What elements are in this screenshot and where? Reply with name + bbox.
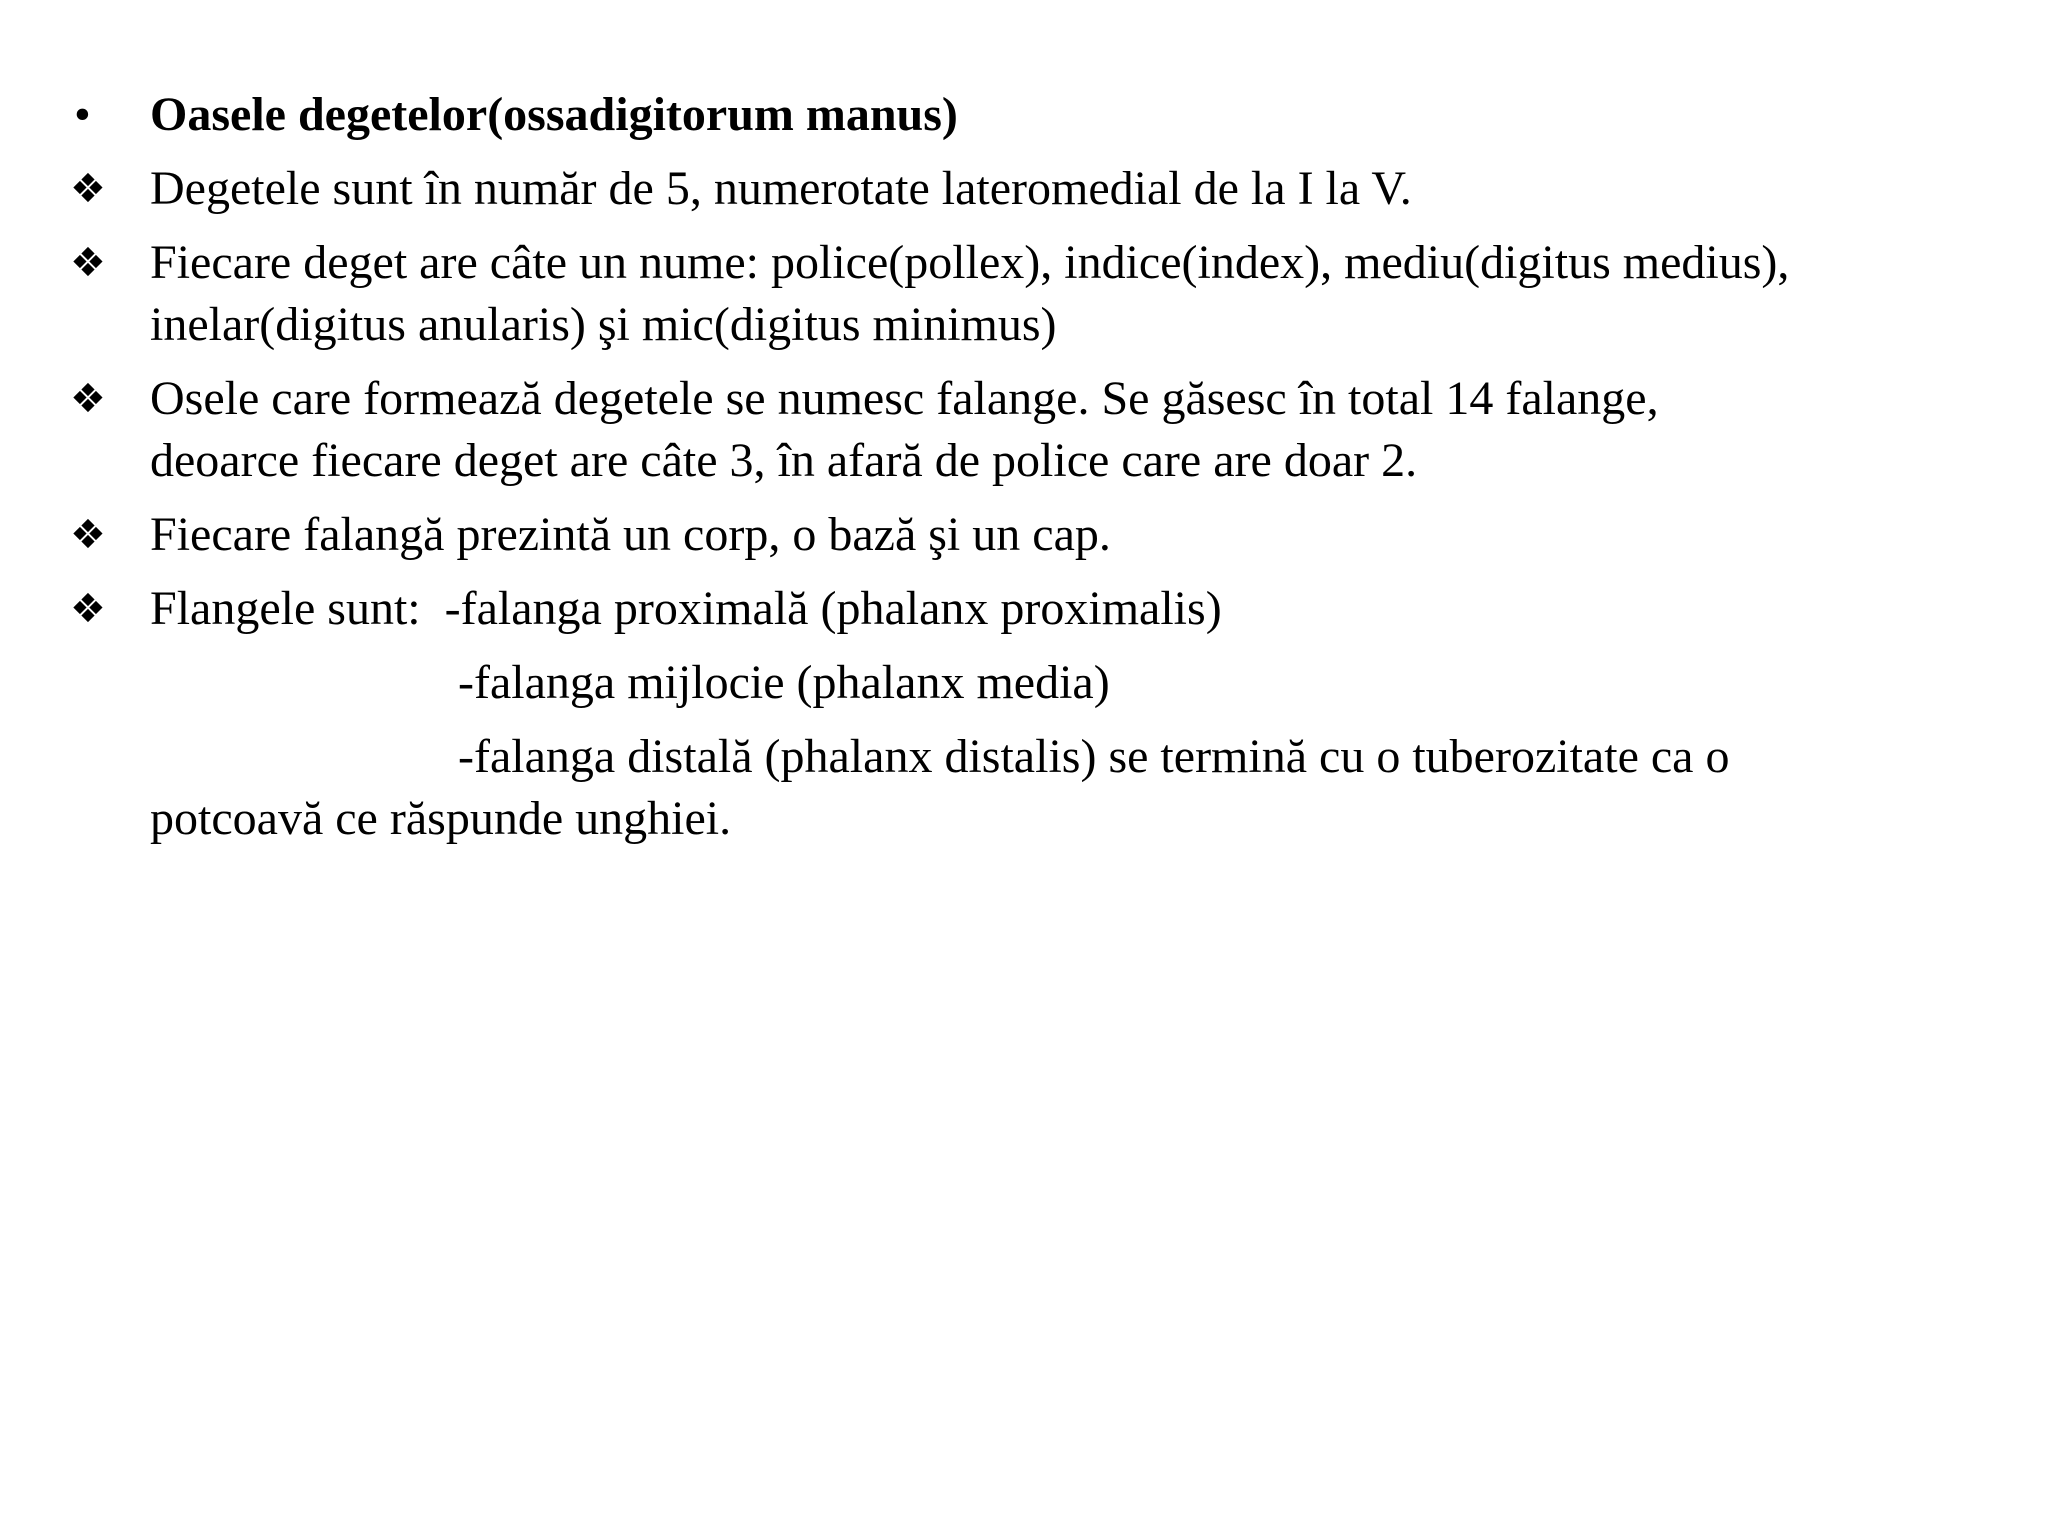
bullet-dot-icon: • — [74, 88, 91, 141]
diamond-bullet-icon: ❖ — [70, 166, 106, 212]
diamond-bullet-icon: ❖ — [70, 240, 106, 286]
bullet-item-text: Flangele sunt: -falanga proximală (phalanx proximalis) — [150, 582, 1222, 635]
heading-row — [0, 84, 2048, 146]
diamond-bullet-icon: ❖ — [70, 512, 106, 558]
bullet-item-4 — [0, 504, 2048, 566]
sub-line-text: -falanga distală (phalanx distalis) se termină cu o tuberozitate ca o — [458, 730, 1730, 783]
diamond-bullet-icon: ❖ — [70, 376, 106, 422]
slide-heading: Oasele degetelor(ossadigitorum manus) — [150, 88, 958, 141]
diamond-bullet-icon: ❖ — [70, 586, 106, 632]
bullet-item-text: Fiecare falangă prezintă un corp, o bază şi un cap. — [150, 508, 1111, 561]
sub-line-2 — [0, 726, 2048, 788]
continuation-line — [0, 788, 2048, 850]
continuation-text: potcoavă ce răspunde unghiei. — [150, 792, 732, 845]
bullet-item-text: Osele care formează degetele se numesc falange. Se găsesc în total 14 falange, — [150, 372, 1659, 425]
bullet-item-3 — [0, 368, 2048, 492]
bullet-item-2 — [0, 232, 2048, 356]
bullet-item-5 — [0, 578, 2048, 640]
bullet-item-text-continued: deoarce fiecare deget are câte 3, în afară de police care are doar 2. — [150, 434, 1418, 487]
bullet-item-1 — [0, 158, 2048, 220]
bullet-item-text-continued: inelar(digitus anularis) şi mic(digitus minimus) — [150, 298, 1057, 351]
bullet-item-text: Fiecare deget are câte un nume: police(pollex), indice(index), mediu(digitus medius), — [150, 236, 1790, 289]
bullet-item-text: Degetele sunt în număr de 5, numerotate lateromedial de la I la V. — [150, 162, 1412, 215]
sub-line-1 — [0, 652, 2048, 714]
sub-line-text: -falanga mijlocie (phalanx media) — [458, 656, 1110, 709]
